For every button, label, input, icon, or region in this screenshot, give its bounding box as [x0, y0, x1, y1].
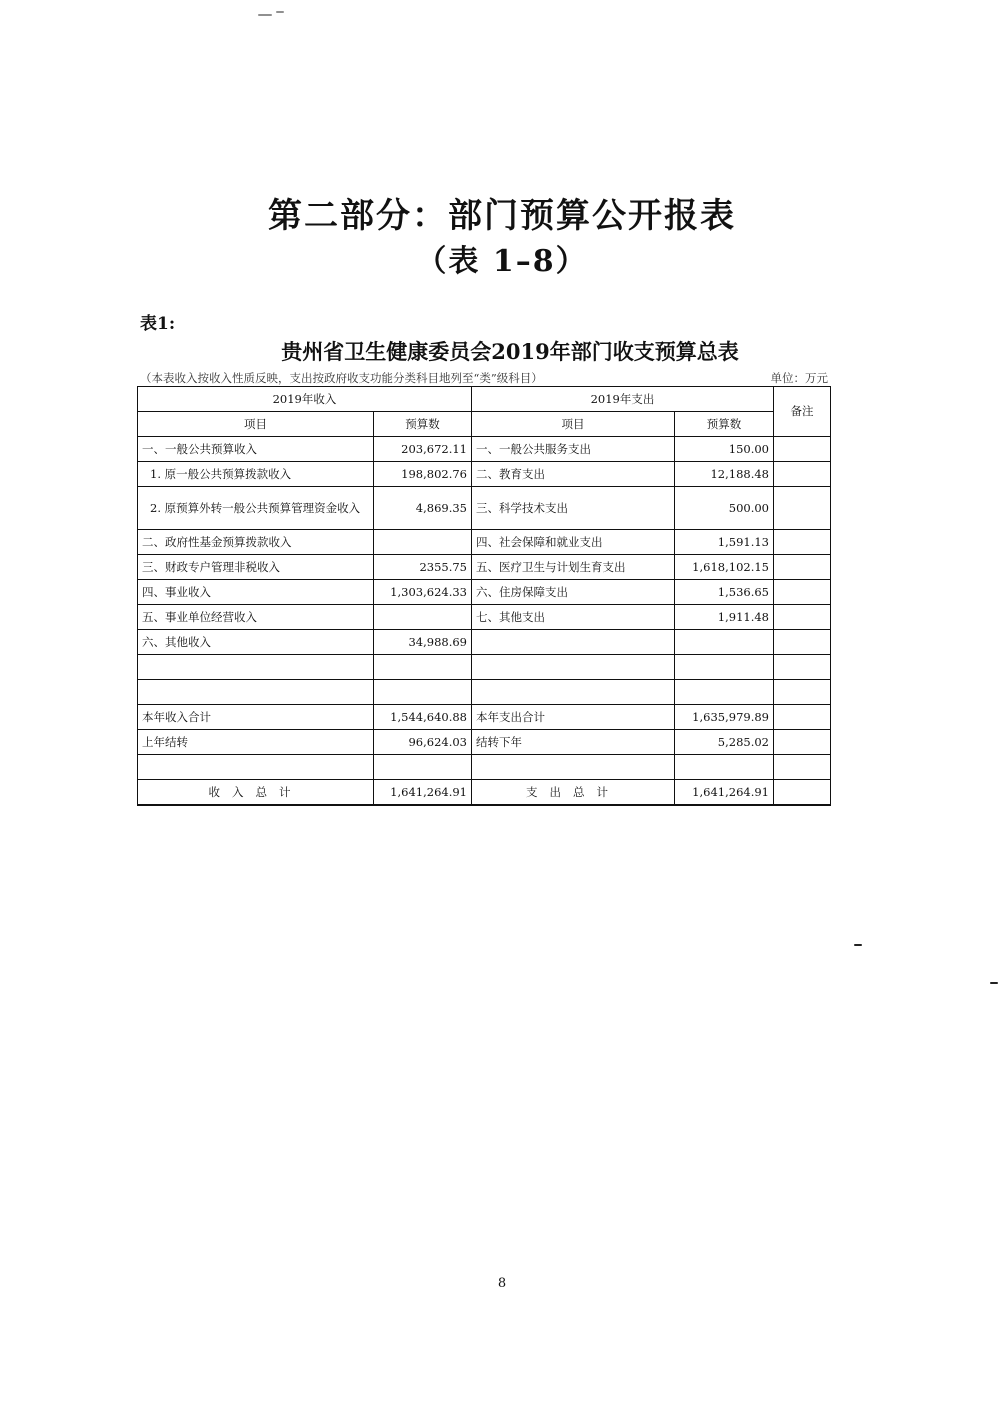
income-item: 上年结转	[138, 730, 374, 755]
table-row	[138, 555, 831, 580]
expense-amount: 150.00	[675, 437, 774, 462]
scan-speck	[276, 11, 284, 13]
income-amount: 96,624.03	[374, 730, 472, 755]
remarks-cell	[774, 487, 831, 530]
table-row	[138, 437, 831, 462]
table-row	[138, 530, 831, 555]
remarks-cell	[774, 437, 831, 462]
table-row	[138, 755, 831, 780]
income-item: 五、事业单位经营收入	[138, 605, 374, 630]
income-amount	[374, 755, 472, 780]
expense-amount: 1,635,979.89	[675, 705, 774, 730]
expense-item: 四、社会保障和就业支出	[472, 530, 675, 555]
scan-speck	[990, 982, 998, 984]
income-item: 六、其他收入	[138, 630, 374, 655]
income-total-label: 收入总计	[138, 780, 374, 806]
expense-amount: 12,188.48	[675, 462, 774, 487]
expense-item: 六、住房保障支出	[472, 580, 675, 605]
expense-amount: 1,911.48	[675, 605, 774, 630]
expense-item: 本年支出合计	[472, 705, 675, 730]
remarks-cell	[774, 555, 831, 580]
income-amount	[374, 680, 472, 705]
income-item: 二、政府性基金预算拨款收入	[138, 530, 374, 555]
expense-item	[472, 680, 675, 705]
expense-item: 五、医疗卫生与计划生育支出	[472, 555, 675, 580]
table-title: 贵州省卫生健康委员会2019年部门收支预算总表	[281, 339, 739, 364]
expense-item: 七、其他支出	[472, 605, 675, 630]
remarks-header: 备注	[774, 387, 831, 437]
remarks-cell	[774, 580, 831, 605]
expense-amount: 5,285.02	[675, 730, 774, 755]
income-amount: 2355.75	[374, 555, 472, 580]
table-row	[138, 705, 831, 730]
expense-group-header: 2019年支出	[472, 387, 774, 412]
income-item-header: 项目	[138, 412, 374, 437]
income-amount	[374, 655, 472, 680]
expense-total-amount: 1,641,264.91	[675, 780, 774, 806]
page-subheading: （表 1–8）	[416, 244, 588, 279]
table-row	[138, 487, 831, 530]
remarks-cell	[774, 755, 831, 780]
totals-row	[138, 780, 831, 806]
expense-item: 二、教育支出	[472, 462, 675, 487]
page-heading: 第二部分：部门预算公开报表	[268, 196, 736, 236]
income-amount	[374, 605, 472, 630]
income-amount: 1,303,624.33	[374, 580, 472, 605]
table-row	[138, 630, 831, 655]
income-amount	[374, 530, 472, 555]
table-row	[138, 680, 831, 705]
expense-item-header: 项目	[472, 412, 675, 437]
income-amount: 34,988.69	[374, 630, 472, 655]
remarks-cell	[774, 730, 831, 755]
expense-amount	[675, 655, 774, 680]
expense-budget-header: 预算数	[675, 412, 774, 437]
expense-item: 三、科学技术支出	[472, 487, 675, 530]
income-item	[138, 680, 374, 705]
income-item: 一、一般公共预算收入	[138, 437, 374, 462]
expense-amount	[675, 630, 774, 655]
table-label: 表1:	[140, 314, 176, 334]
income-item: 三、财政专户管理非税收入	[138, 555, 374, 580]
expense-amount	[675, 680, 774, 705]
income-item: 四、事业收入	[138, 580, 374, 605]
expense-amount: 1,591.13	[675, 530, 774, 555]
budget-table	[137, 386, 831, 806]
income-budget-header: 预算数	[374, 412, 472, 437]
remarks-cell	[774, 530, 831, 555]
remarks-cell	[774, 630, 831, 655]
table-row	[138, 462, 831, 487]
remarks-cell	[774, 605, 831, 630]
scan-speck	[258, 14, 272, 16]
expense-total-label: 支出总计	[472, 780, 675, 806]
remarks-cell	[774, 462, 831, 487]
income-item	[138, 655, 374, 680]
income-amount: 203,672.11	[374, 437, 472, 462]
expense-item	[472, 655, 675, 680]
income-total-amount: 1,641,264.91	[374, 780, 472, 806]
income-amount: 4,869.35	[374, 487, 472, 530]
unit-label: 单位：万元	[770, 371, 828, 385]
expense-amount: 500.00	[675, 487, 774, 530]
income-item: 本年收入合计	[138, 705, 374, 730]
income-amount: 1,544,640.88	[374, 705, 472, 730]
expense-amount	[675, 755, 774, 780]
income-amount: 198,802.76	[374, 462, 472, 487]
expense-item	[472, 755, 675, 780]
scan-speck	[854, 944, 862, 946]
income-item: 2. 原预算外转一般公共预算管理资金收入	[138, 487, 374, 530]
expense-item: 一、一般公共服务支出	[472, 437, 675, 462]
table-row	[138, 655, 831, 680]
remarks-cell	[774, 680, 831, 705]
table-row	[138, 730, 831, 755]
remarks-cell	[774, 655, 831, 680]
income-item: 1. 原一般公共预算拨款收入	[138, 462, 374, 487]
expense-amount: 1,618,102.15	[675, 555, 774, 580]
table-note: （本表收入按收入性质反映，支出按政府收支功能分类科目地列至“类”级科目）	[140, 371, 543, 385]
income-item	[138, 755, 374, 780]
page-number: 8	[497, 1276, 507, 1291]
expense-item: 结转下年	[472, 730, 675, 755]
table-row	[138, 605, 831, 630]
remarks-cell	[774, 780, 831, 806]
table-row	[138, 580, 831, 605]
income-group-header: 2019年收入	[138, 387, 472, 412]
remarks-cell	[774, 705, 831, 730]
expense-item	[472, 630, 675, 655]
expense-amount: 1,536.65	[675, 580, 774, 605]
